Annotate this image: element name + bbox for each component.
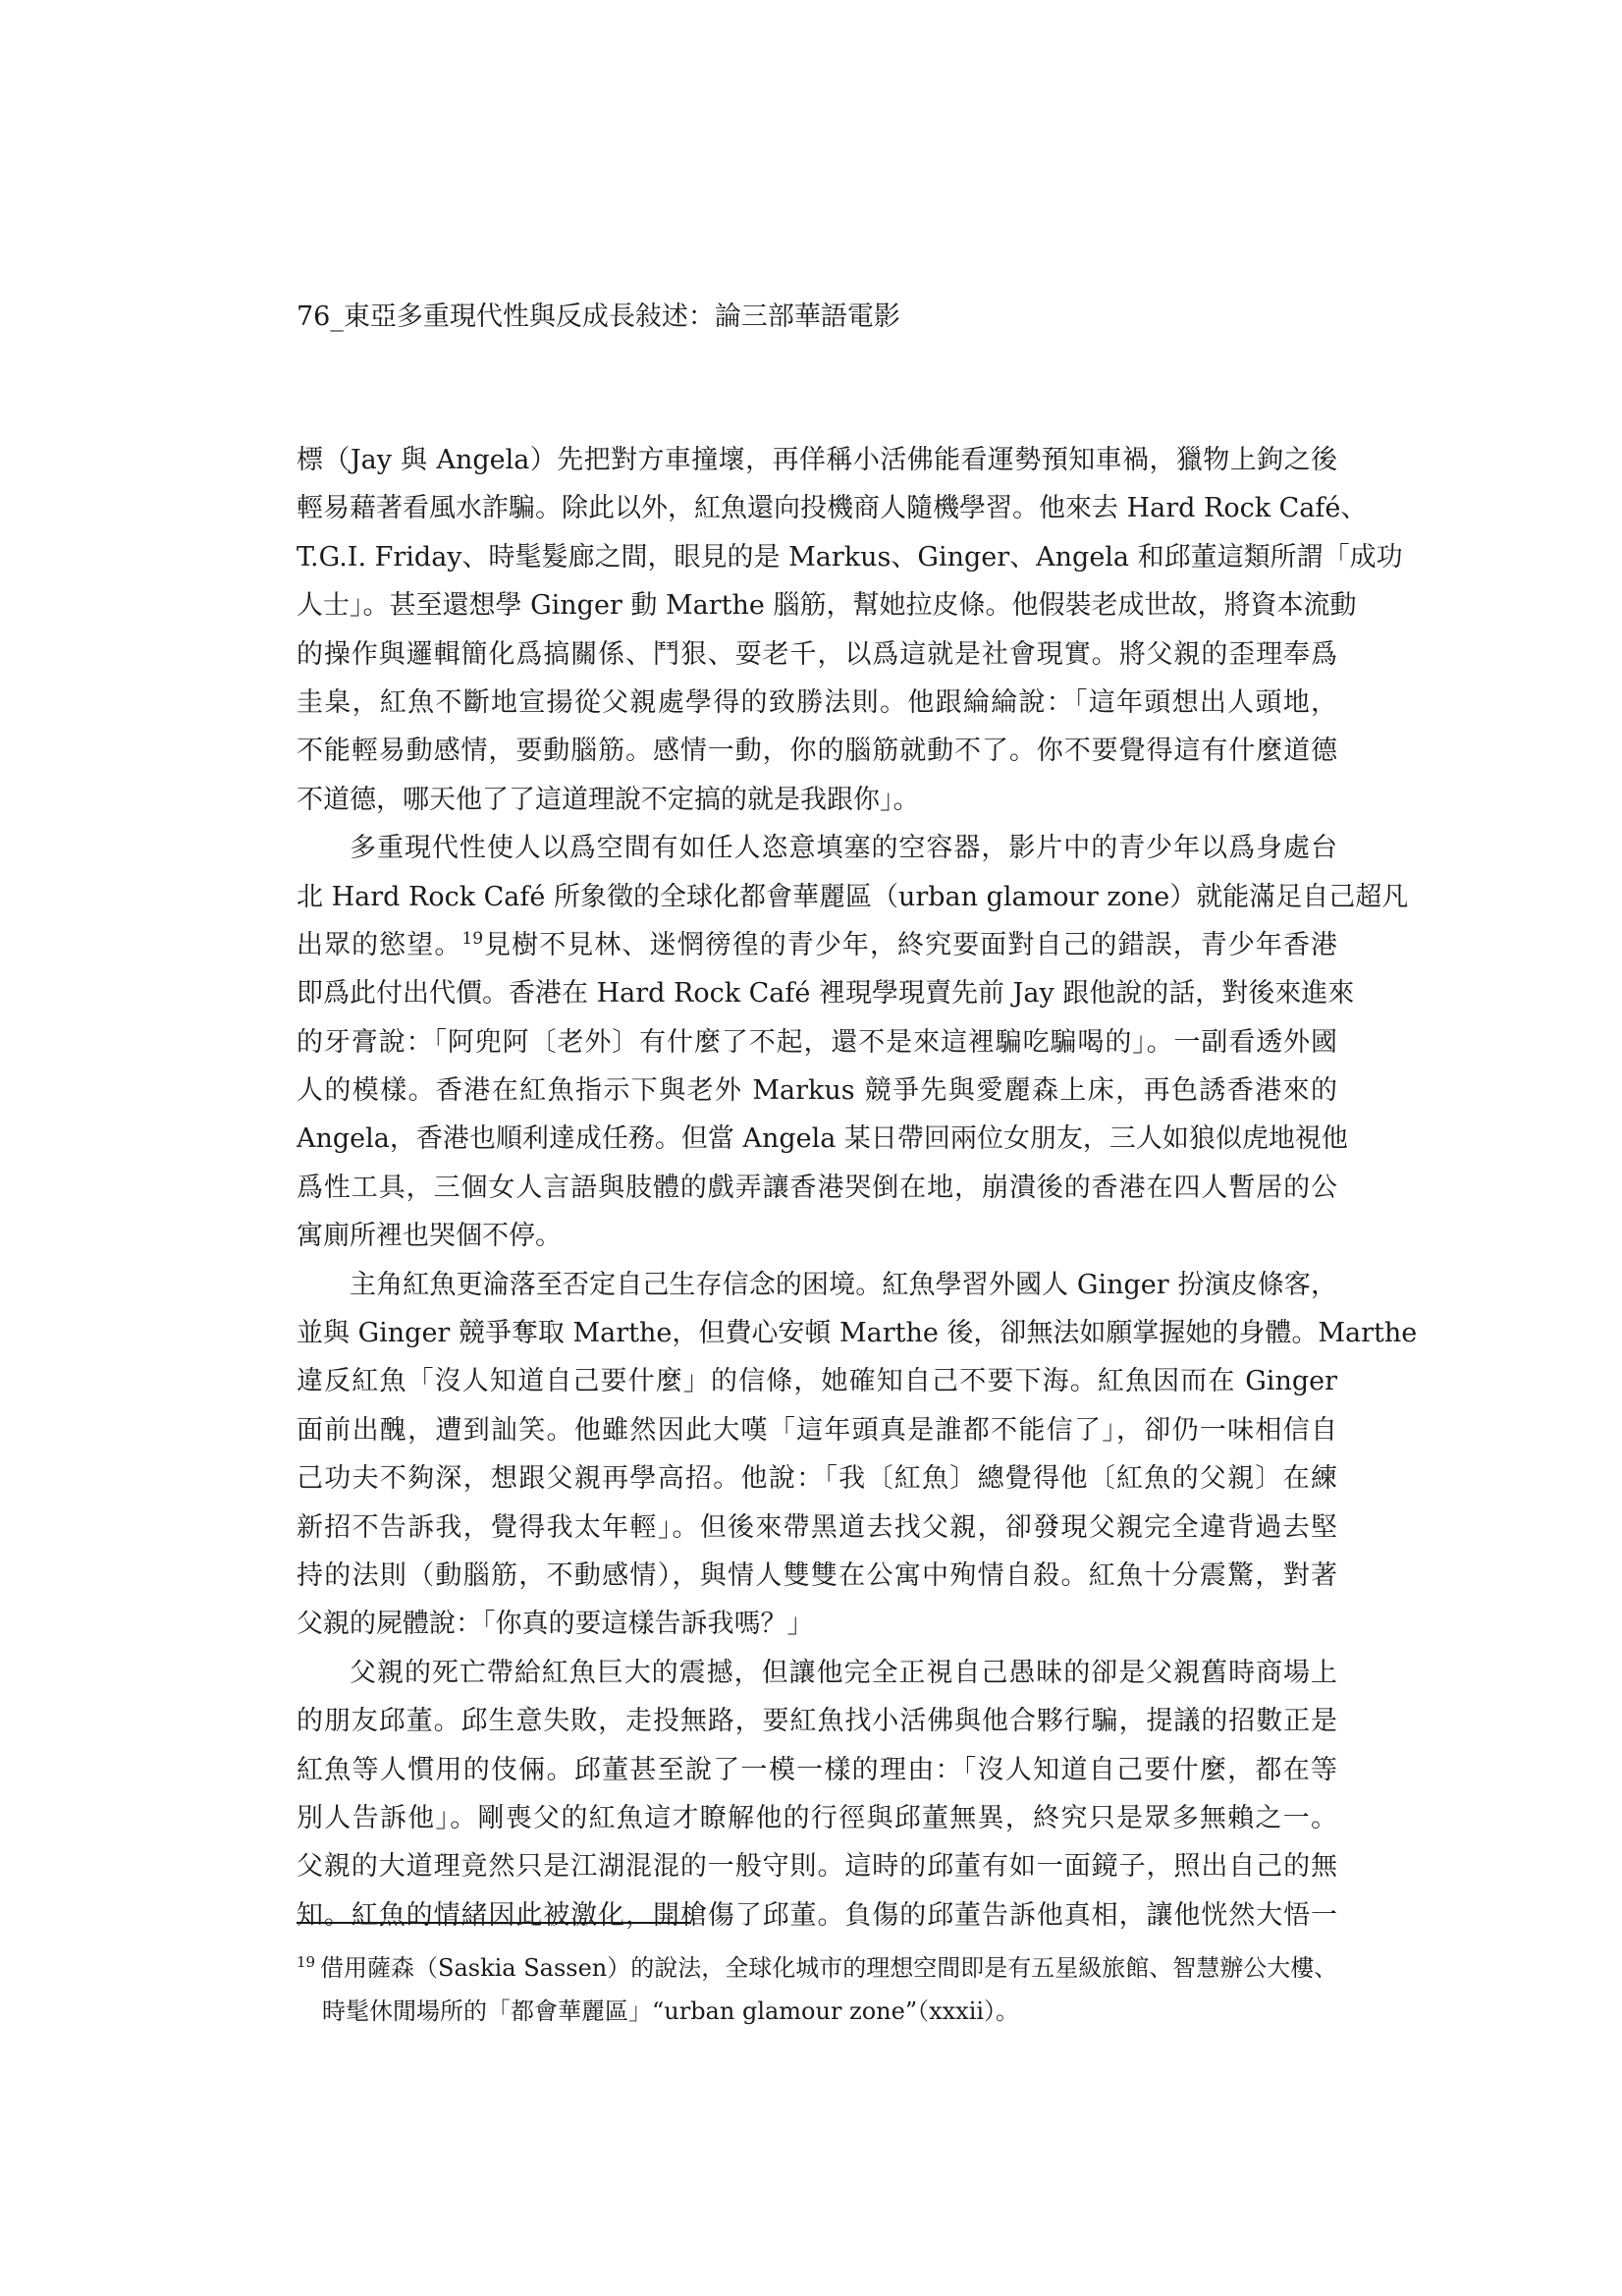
body-line	[297, 1212, 1337, 1260]
footnote-text: 借用薩森（Saskia Sassen）的說法，全球化城市的理想空間即是有五星級旅館、智慧辦公大樓、	[320, 1954, 1338, 1982]
body-line	[297, 1746, 1337, 1794]
body-line-text: 主角紅魚更淪落至否定自己生存信念的困境。紅魚學習外國人 Ginger 扮演皮條客，	[350, 1269, 1337, 1300]
body-line-text: 不道德，哪天他了了這道理說不定搞的就是我跟你」。	[297, 784, 920, 815]
footnote-divider	[297, 1922, 691, 1924]
body-line	[297, 1649, 1337, 1697]
body-line	[297, 436, 1337, 484]
body-line	[297, 630, 1337, 679]
body-line-text: Angela，香港也順利達成任務。但當 Angela 某日帶回兩位女朋友，三人如狼似虎地視他	[297, 1123, 1348, 1155]
body-line	[297, 1697, 1337, 1745]
body-line-text: 見樹不見林、迷惘徬徨的青少年，終究要面對自己的錯誤，青少年香港	[483, 929, 1338, 960]
body-line-text: 的朋友邱董。邱生意失敗，走投無路，要紅魚找小活佛與他合夥行騙，提議的招數正是	[297, 1706, 1337, 1737]
body-text	[297, 436, 1418, 1940]
footnote-text: 時髦休閒場所的「都會華麗區」“urban glamour zone”（xxxii）。	[322, 1997, 1020, 2025]
body-line	[297, 1309, 1418, 1357]
footnote-reference: 19	[461, 928, 484, 949]
body-line	[297, 581, 1357, 629]
body-line	[297, 1115, 1348, 1163]
body-line	[297, 1066, 1337, 1115]
body-line	[297, 1357, 1337, 1405]
body-line	[297, 1600, 1337, 1648]
body-line-text: 不能輕易動感情，要動腦筋。感情一動，你的腦筋就動不了。你不要覺得這有什麼道德	[297, 736, 1337, 767]
footnotes	[297, 1946, 1337, 2033]
body-line-text: 即爲此付出代價。香港在 Hard Rock Café 裡現學現賣先前 Jay 跟他說的話，對後來進來	[297, 978, 1355, 1010]
body-line	[297, 1552, 1337, 1600]
body-line-text: 父親的大道理竟然只是江湖混混的一般守則。這時的邱董有如一面鏡子，照出自己的無	[297, 1851, 1337, 1883]
body-line-text: 北 Hard Rock Café 所象徵的全球化都會華麗區（urban glamour zone）就能滿足自己超凡	[297, 881, 1409, 912]
body-line-text: 標（Jay 與 Angela）先把對方車撞壞，再佯稱小活佛能看運勢預知車禍，獵物上鉤之後	[297, 445, 1337, 475]
body-line-text: 持的法則（動腦筋，不動感情），與情人雙雙在公寓中殉情自殺。紅魚十分震驚，對著	[297, 1559, 1337, 1591]
body-line	[297, 776, 1337, 824]
body-line	[297, 1891, 1337, 1940]
body-line-text: 違反紅魚「沒人知道自己要什麼」的信條，她確知自己不要下海。紅魚因而在 Ginger	[297, 1366, 1337, 1397]
body-line	[297, 1261, 1337, 1309]
body-line-text: 的操作與邏輯簡化爲搞關係、鬥狠、耍老千，以爲這就是社會現實。將父親的歪理奉爲	[297, 638, 1337, 670]
body-line	[297, 969, 1355, 1017]
body-line	[297, 727, 1337, 775]
body-line	[297, 921, 1337, 969]
body-line	[297, 873, 1409, 921]
body-line	[297, 484, 1368, 532]
body-line	[297, 1406, 1337, 1454]
body-line-text: 寓廁所裡也哭個不停。	[297, 1221, 562, 1252]
body-line-text: 己功夫不夠深，想跟父親再學高招。他說：「我〔紅魚〕總覺得他〔紅魚的父親〕在練	[297, 1463, 1337, 1495]
footnote-line	[297, 1990, 1337, 2033]
body-line	[297, 1018, 1337, 1066]
running-header: 76_東亞多重現代性與反成長敍述：論三部華語電影	[297, 301, 900, 332]
body-line-text: 的牙膏說：「阿兜阿〔老外〕有什麼了不起，還不是來這裡騙吃騙喝的」。一副看透外國	[297, 1026, 1337, 1058]
body-line	[297, 1164, 1337, 1212]
body-line-text: 知。紅魚的情緒因此被激化，開槍傷了邱董。負傷的邱董告訴他真相，讓他恍然大悟一	[297, 1899, 1337, 1931]
body-line-text: 多重現代性使人以爲空間有如任人恣意填塞的空容器，影片中的青少年以爲身處台	[350, 833, 1337, 864]
body-line-text: 父親的死亡帶給紅魚巨大的震撼，但讓他完全正視自己愚昧的卻是父親舊時商場上	[350, 1657, 1337, 1688]
body-line	[297, 533, 1403, 581]
body-line-text: 爲性工具，三個女人言語與肢體的戲弄讓香港哭倒在地，崩潰後的香港在四人暫居的公	[297, 1172, 1337, 1203]
body-line	[297, 1454, 1337, 1503]
body-line-text: 人的模樣。香港在紅魚指示下與老外 Markus 競爭先與愛麗森上床，再色誘香港來的	[297, 1075, 1337, 1107]
body-line-text: 人士」。甚至還想學 Ginger 動 Marthe 腦筋，幫她拉皮條。他假裝老成世故，將資本流動	[297, 590, 1357, 622]
body-line-text: 並與 Ginger 競爭奪取 Marthe，但費心安頓 Marthe 後，卻無法如願掌握她的身體。Marthe	[297, 1318, 1418, 1349]
body-line-text: 出眾的慾望。	[297, 929, 462, 960]
body-line	[297, 1794, 1337, 1842]
body-line-text: 圭臬，紅魚不斷地宣揚從父親處學得的致勝法則。他跟綸綸說：「這年頭想出人頭地，	[297, 686, 1337, 718]
body-line-text: 新招不告訴我，覺得我太年輕」。但後來帶黑道去找父親，卻發現父親完全違背過去堅	[297, 1511, 1337, 1543]
body-line	[297, 1503, 1337, 1552]
body-line	[297, 679, 1337, 727]
body-line-text: 父親的屍體說：「你真的要這樣告訴我嗎？」	[297, 1609, 814, 1640]
body-line	[297, 824, 1337, 872]
body-line-text: 別人告訴他」。剛喪父的紅魚這才瞭解他的行徑與邱董無異，終究只是眾多無賴之一。	[297, 1802, 1337, 1833]
body-line-text: 紅魚等人慣用的伎倆。邱董甚至說了一模一樣的理由：「沒人知道自己要什麼，都在等	[297, 1754, 1337, 1785]
body-line-text: 輕易藉著看風水詐騙。除此以外，紅魚還向投機商人隨機學習。他來去 Hard Rock Café、	[297, 493, 1368, 524]
body-line-text: 面前出醜，遭到訕笑。他雖然因此大嘆「這年頭真是誰都不能信了」，卻仍一味相信自	[297, 1414, 1337, 1446]
body-line-text: T.G.I. Friday、時髦髮廊之間，眼見的是 Markus、Ginger、Angela 和邱董這類所謂「成功	[297, 541, 1403, 573]
footnote-line: 19 借用薩森（Saskia Sassen）的說法，全球化城市的理想空間即是有五星級旅館、智慧辦公大樓、	[297, 1953, 1338, 1982]
body-line	[297, 1842, 1337, 1890]
